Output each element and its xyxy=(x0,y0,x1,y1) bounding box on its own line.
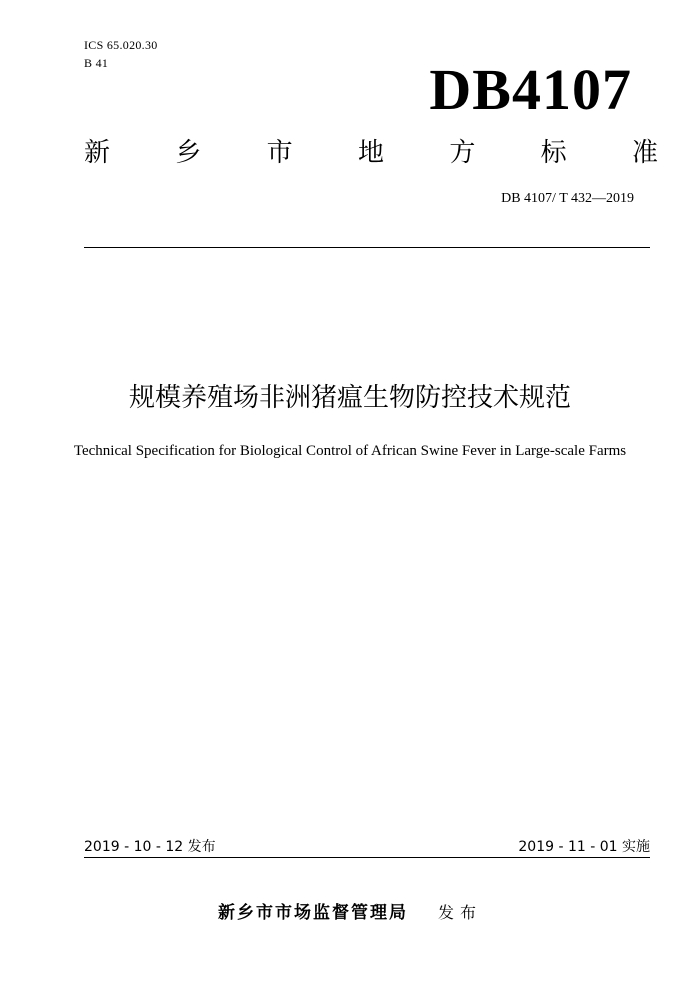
bottom-divider xyxy=(84,857,650,858)
ccs-code: B 41 xyxy=(84,56,109,70)
top-divider xyxy=(84,247,650,248)
category-char: 标 xyxy=(540,138,567,168)
implementation-date: 2019 - 11 - 01 实施 xyxy=(518,839,650,855)
issuer-row xyxy=(0,902,700,924)
category-char: 准 xyxy=(631,138,658,168)
title-english: Technical Specification for Biological Control of African Swine Fever in Large-scale Farms xyxy=(73,443,627,459)
date-row xyxy=(84,838,650,856)
category-char: 地 xyxy=(357,138,384,168)
standard-number: DB 4107/ T 432—2019 xyxy=(501,191,634,206)
category-char: 市 xyxy=(266,138,293,168)
standard-code: DB4107 xyxy=(429,57,632,122)
issue-label: 发布 xyxy=(437,903,482,922)
category-char: 方 xyxy=(449,138,476,168)
standard-category xyxy=(84,136,658,170)
category-char: 新 xyxy=(84,138,111,168)
classification-codes xyxy=(84,36,158,72)
issuing-authority: 新乡市市场监督管理局 xyxy=(217,903,408,923)
issue-date: 2019 - 10 - 12 发布 xyxy=(84,839,216,855)
ics-code: ICS 65.020.30 xyxy=(84,38,158,52)
category-char: 乡 xyxy=(175,138,202,168)
title-chinese: 规模养殖场非洲猪瘟生物防控技术规范 xyxy=(128,383,571,413)
